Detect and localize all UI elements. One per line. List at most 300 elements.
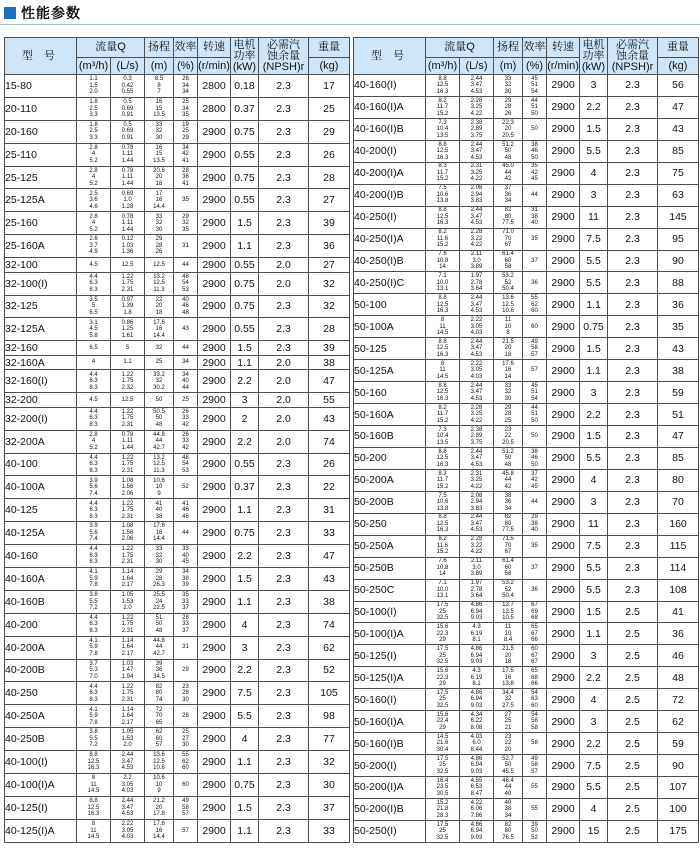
efficiency-cell: 38 46 50 — [523, 140, 547, 162]
efficiency-cell: 23 28 30 — [174, 682, 198, 705]
table-row — [5, 545, 350, 568]
model-cell: 40-200B — [5, 659, 77, 682]
table-row — [354, 184, 699, 206]
efficiency-cell: 26 33 42 — [174, 407, 198, 430]
model-cell: 40-200A — [5, 636, 77, 659]
model-cell: 40-125(I)A — [5, 819, 77, 842]
motor-power-cell: 4 — [580, 162, 608, 184]
head-cell: 51 50 48 — [145, 613, 174, 636]
efficiency-cell: 44 — [174, 522, 198, 545]
weight-cell: 43 — [658, 118, 699, 140]
motor-power-cell: 1.5 — [580, 426, 608, 448]
head-cell: 17.5 16 13.8 — [494, 667, 523, 689]
npsh-cell: 2.3 — [608, 75, 658, 97]
header-speed: 转速 — [198, 38, 231, 58]
model-cell: 15-80 — [5, 75, 77, 98]
speed-cell: 2900 — [198, 613, 231, 636]
efficiency-cell: 33 40 45 — [174, 545, 198, 568]
weight-cell: 72 — [658, 689, 699, 711]
header-motor-power: 电机 功率 (kW) — [231, 38, 259, 75]
model-cell: 40-160A — [5, 567, 77, 590]
weight-cell: 70 — [658, 491, 699, 513]
speed-cell: 2900 — [198, 166, 231, 189]
table-row — [5, 430, 350, 453]
table-row — [354, 316, 699, 338]
motor-power-cell: 2.2 — [231, 370, 259, 393]
flow-m3h-cell: 17.5 25 32.5 — [426, 645, 460, 667]
speed-cell: 2900 — [198, 751, 231, 774]
motor-power-cell: 0.75 — [231, 272, 259, 295]
motor-power-cell: 1.5 — [580, 118, 608, 140]
motor-power-cell: 1.1 — [580, 294, 608, 316]
head-cell: 41 40 38 — [145, 499, 174, 522]
flow-ls-cell: 2.22 3.05 4.03 — [111, 819, 145, 842]
head-cell: 17.6 16 14 — [494, 360, 523, 382]
head-cell: 16 15 13.5 — [145, 143, 174, 166]
motor-power-cell: 0.55 — [231, 453, 259, 476]
speed-cell: 2900 — [198, 120, 231, 143]
table-row — [354, 96, 699, 118]
motor-power-cell: 3 — [580, 184, 608, 206]
npsh-cell: 2.3 — [608, 96, 658, 118]
npsh-cell: 2.3 — [608, 206, 658, 228]
efficiency-cell: 45 51 54 — [523, 382, 547, 404]
npsh-cell: 2.5 — [608, 733, 658, 755]
model-cell: 40-200(I)B — [354, 184, 426, 206]
head-cell: 53.2 52 50.4 — [494, 579, 523, 601]
table-row — [5, 819, 350, 842]
table-row — [5, 659, 350, 682]
flow-m3h-cell: 15.6 22.4 29 — [426, 711, 460, 733]
motor-power-cell: 3 — [580, 75, 608, 97]
model-cell: 50-160B — [354, 426, 426, 448]
header-efficiency-unit: (%) — [523, 58, 547, 75]
weight-cell: 43 — [309, 407, 350, 430]
model-cell: 40-100 — [5, 453, 77, 476]
efficiency-cell: 34 40 44 — [174, 370, 198, 393]
efficiency-cell: 34 38 39 — [174, 567, 198, 590]
motor-power-cell: 7.5 — [231, 682, 259, 705]
flow-ls-cell: 2.44 3.47 4.53 — [111, 796, 145, 819]
model-cell: 50-125(I)A — [354, 667, 426, 689]
head-cell: 17 16 14.4 — [145, 189, 174, 212]
flow-ls-cell: 2.28 3.25 4.22 — [460, 404, 494, 426]
weight-cell: 75 — [658, 162, 699, 184]
motor-power-cell: 4 — [580, 469, 608, 491]
motor-power-cell: 1.5 — [580, 338, 608, 360]
head-cell: 62 60 57 — [145, 728, 174, 751]
motor-power-cell: 5.5 — [580, 140, 608, 162]
flow-ls-cell: 1.97 2.78 3.64 — [460, 272, 494, 294]
motor-power-cell: 4 — [580, 689, 608, 711]
efficiency-cell: 44 — [174, 258, 198, 273]
efficiency-cell: 50 — [523, 426, 547, 448]
head-cell: 38 36 34 — [494, 491, 523, 513]
npsh-cell: 2.3 — [259, 590, 309, 613]
motor-power-cell: 2.2 — [580, 667, 608, 689]
head-cell: 27 25 21 — [494, 711, 523, 733]
flow-ls-cell: 0.12 1.03 1.36 — [111, 235, 145, 258]
npsh-cell: 2.3 — [608, 491, 658, 513]
efficiency-cell: 41 46 46 — [174, 499, 198, 522]
weight-cell: 90 — [658, 250, 699, 272]
model-cell: 40-200(I)A — [354, 162, 426, 184]
flow-ls-cell: 0.69 1.0 1.28 — [111, 189, 145, 212]
flow-ls-cell: 12.5 — [111, 258, 145, 273]
flow-ls-cell: 2.44 3.47 4.53 — [460, 447, 494, 469]
model-cell: 32-200 — [5, 393, 77, 408]
model-cell: 40-200 — [5, 613, 77, 636]
table-row — [5, 567, 350, 590]
table-row — [5, 590, 350, 613]
head-cell: 25 — [145, 355, 174, 370]
head-cell: 23 22 20.5 — [494, 426, 523, 448]
flow-m3h-cell: 8.8 12.5 16.3 — [426, 140, 460, 162]
efficiency-cell: 57 — [523, 360, 547, 382]
motor-power-cell: 5.5 — [231, 705, 259, 728]
motor-power-cell: 5.5 — [580, 557, 608, 579]
model-cell: 50-100(I)A — [354, 623, 426, 645]
motor-power-cell: 2.2 — [580, 96, 608, 118]
speed-cell: 2900 — [547, 162, 580, 184]
motor-power-cell: 5.5 — [580, 447, 608, 469]
table-row — [354, 667, 699, 689]
model-cell: 50-200(I)A — [354, 777, 426, 799]
flow-m3h-cell: 3.9 5.6 7.4 — [77, 522, 111, 545]
model-cell: 50-200(I)B — [354, 798, 426, 820]
table-row — [354, 447, 699, 469]
header-flow-unit-m3h: (m³/h) — [426, 58, 460, 75]
speed-cell: 2900 — [547, 316, 580, 338]
motor-power-cell: 7.5 — [580, 228, 608, 250]
speed-cell: 2900 — [198, 318, 231, 341]
speed-cell: 2900 — [198, 774, 231, 797]
efficiency-cell: 58 — [523, 733, 547, 755]
speed-cell: 2900 — [198, 272, 231, 295]
header-flow: 流量Q — [77, 38, 145, 58]
efficiency-cell: 49 58 57 — [523, 755, 547, 777]
npsh-cell: 2.3 — [259, 705, 309, 728]
header-npsh: 必需汽 蚀余量 (NPSH)r — [259, 38, 309, 75]
head-cell: 21.2 20 17.8 — [145, 796, 174, 819]
npsh-cell: 2.3 — [259, 143, 309, 166]
head-cell: 17.6 16 14.4 — [145, 522, 174, 545]
motor-power-cell: 0.55 — [231, 143, 259, 166]
flow-m3h-cell: 7.5 10.6 13.8 — [426, 491, 460, 513]
flow-ls-cell: 1.03 1.47 1.94 — [111, 659, 145, 682]
head-cell: 40 38 34 — [494, 798, 523, 820]
table-row — [354, 404, 699, 426]
speed-cell: 2900 — [198, 430, 231, 453]
flow-m3h-cell: 7.5 10.6 13.8 — [426, 184, 460, 206]
speed-cell: 2900 — [547, 228, 580, 250]
efficiency-cell: 40 46 48 — [174, 295, 198, 318]
table-row — [5, 97, 350, 120]
table-row — [5, 453, 350, 476]
motor-power-cell: 5.5 — [580, 250, 608, 272]
weight-cell: 28 — [309, 318, 350, 341]
table-row — [5, 166, 350, 189]
motor-power-cell: 1.1 — [231, 235, 259, 258]
table-row — [354, 338, 699, 360]
table-row — [354, 777, 699, 799]
flow-m3h-cell: 8.3 11.7 15.2 — [426, 469, 460, 491]
efficiency-cell: 25 27 30 — [174, 728, 198, 751]
head-cell: 11 10 8 — [494, 316, 523, 338]
model-cell: 50-125(I) — [354, 645, 426, 667]
flow-m3h-cell: 8 11 14.5 — [77, 774, 111, 797]
table-row — [354, 360, 699, 382]
weight-cell: 95 — [658, 228, 699, 250]
efficiency-cell: 31 — [174, 636, 198, 659]
npsh-cell: 2.5 — [608, 645, 658, 667]
table-row — [5, 522, 350, 545]
flow-m3h-cell: 4.4 6.3 8.3 — [77, 453, 111, 476]
motor-power-cell: 0.75 — [231, 522, 259, 545]
efficiency-cell: 60 — [523, 316, 547, 338]
flow-m3h-cell: 8.8 12.5 16.3 — [426, 294, 460, 316]
head-cell: 13.2 12.5 11.3 — [145, 453, 174, 476]
flow-ls-cell: 1.22 1.75 2.31 — [111, 682, 145, 705]
efficiency-cell: 49 58 57 — [523, 338, 547, 360]
flow-ls-cell: 4.86 6.94 9.03 — [460, 601, 494, 623]
model-cell: 40-250 — [5, 682, 77, 705]
efficiency-cell: 39 50 52 — [523, 820, 547, 842]
weight-cell: 22 — [309, 476, 350, 499]
flow-m3h-cell: 7.1 10.0 13.1 — [426, 272, 460, 294]
weight-cell: 43 — [658, 338, 699, 360]
npsh-cell: 2.0 — [259, 370, 309, 393]
efficiency-cell: 55 — [523, 798, 547, 820]
npsh-cell: 2.3 — [608, 360, 658, 382]
table-row — [5, 318, 350, 341]
motor-power-cell: 0.75 — [231, 120, 259, 143]
efficiency-cell: 44 — [174, 341, 198, 356]
table-row — [354, 491, 699, 513]
flow-m3h-cell: 3.8 5.5 7.2 — [77, 590, 111, 613]
efficiency-cell: 19 25 29 — [174, 120, 198, 143]
motor-power-cell: 3 — [580, 382, 608, 404]
header-row — [5, 38, 350, 58]
npsh-cell: 2.0 — [259, 355, 309, 370]
weight-cell: 62 — [309, 636, 350, 659]
performance-table-left-panel — [4, 37, 349, 843]
weight-cell: 37 — [309, 796, 350, 819]
head-cell: 13.6 12.5 10.6 — [494, 294, 523, 316]
head-cell: 45.8 44 42 — [494, 469, 523, 491]
motor-power-cell: 3 — [231, 393, 259, 408]
table-row — [354, 798, 699, 820]
npsh-cell: 2.3 — [259, 75, 309, 98]
head-cell: 11 10 8.4 — [494, 623, 523, 645]
speed-cell: 2900 — [198, 819, 231, 842]
model-cell: 50-200(I) — [354, 755, 426, 777]
efficiency-cell: 34 42 41 — [174, 143, 198, 166]
header-flow-unit-m3h: (m³/h) — [77, 58, 111, 75]
table-row — [5, 499, 350, 522]
model-cell: 40-200(I) — [354, 140, 426, 162]
flow-m3h-cell: 2.8 4 5.2 — [77, 166, 111, 189]
table-row — [354, 294, 699, 316]
speed-cell: 2900 — [547, 777, 580, 799]
flow-ls-cell: 2.28 3.25 4.22 — [460, 96, 494, 118]
model-cell: 40-250(I)A — [354, 228, 426, 250]
npsh-cell: 2.3 — [608, 184, 658, 206]
speed-cell: 2900 — [547, 579, 580, 601]
header-efficiency: 效率 — [174, 38, 198, 58]
table-row — [5, 407, 350, 430]
weight-cell: 39 — [309, 341, 350, 356]
table-row — [5, 476, 350, 499]
weight-cell: 114 — [658, 557, 699, 579]
motor-power-cell: 2.2 — [580, 733, 608, 755]
flow-m3h-cell: 15.2 21.8 28.3 — [426, 798, 460, 820]
npsh-cell: 2.3 — [259, 819, 309, 842]
model-cell: 40-250(I)B — [354, 250, 426, 272]
flow-ls-cell: 2.22 3.05 4.03 — [460, 316, 494, 338]
model-cell: 50-125A — [354, 360, 426, 382]
flow-m3h-cell: 8.2 11.6 15.2 — [426, 535, 460, 557]
motor-power-cell: 2.2 — [580, 404, 608, 426]
motor-power-cell: 0.75 — [231, 774, 259, 797]
weight-cell: 38 — [309, 355, 350, 370]
model-cell: 50-250A — [354, 535, 426, 557]
efficiency-cell: 37 — [523, 557, 547, 579]
flow-ls-cell: 1.05 1.53 2.0 — [111, 590, 145, 613]
weight-cell: 59 — [658, 382, 699, 404]
motor-power-cell: 2.2 — [231, 545, 259, 568]
flow-m3h-cell: 17.5 25 32.5 — [426, 820, 460, 842]
flow-m3h-cell: 17.5 25 32.5 — [426, 755, 460, 777]
table-row — [354, 535, 699, 557]
npsh-cell: 2.5 — [608, 689, 658, 711]
efficiency-cell: 54 63 60 — [523, 689, 547, 711]
table-row — [354, 755, 699, 777]
weight-cell: 115 — [658, 535, 699, 557]
efficiency-cell: 29 — [174, 659, 198, 682]
table-row — [5, 143, 350, 166]
weight-cell: 145 — [658, 206, 699, 228]
speed-cell: 2900 — [198, 705, 231, 728]
section-header — [4, 3, 81, 23]
head-cell: 39 36 34.5 — [145, 659, 174, 682]
weight-cell: 160 — [658, 513, 699, 535]
motor-power-cell: 1.1 — [231, 499, 259, 522]
npsh-cell: 2.0 — [259, 407, 309, 430]
flow-ls-cell: 2.44 3.47 4.53 — [460, 140, 494, 162]
flow-ls-cell: 1.14 1.64 2.17 — [111, 567, 145, 590]
table-row — [5, 212, 350, 235]
head-cell: 29 28 26 — [494, 96, 523, 118]
table-row — [5, 120, 350, 143]
efficiency-cell: 37 — [523, 250, 547, 272]
header-speed: 转速 — [547, 38, 580, 58]
weight-cell: 36 — [658, 623, 699, 645]
weight-cell: 47 — [309, 545, 350, 568]
table-row — [354, 75, 699, 97]
npsh-cell: 2.3 — [259, 212, 309, 235]
table-row — [354, 206, 699, 228]
model-cell: 50-250B — [354, 557, 426, 579]
weight-cell: 36 — [658, 294, 699, 316]
flow-ls-cell: 2.08 2.94 3.83 — [460, 184, 494, 206]
weight-cell: 28 — [309, 166, 350, 189]
motor-power-cell: 3 — [580, 491, 608, 513]
flow-ls-cell: 2.44 3.47 4.53 — [460, 294, 494, 316]
head-cell: 34.4 32 27.5 — [494, 689, 523, 711]
flow-ls-cell: 4.86 6.94 9.03 — [460, 645, 494, 667]
speed-cell: 2900 — [198, 355, 231, 370]
motor-power-cell: 1.1 — [231, 819, 259, 842]
speed-cell: 2900 — [547, 338, 580, 360]
flow-m3h-cell: 4.5 — [77, 393, 111, 408]
efficiency-cell: 38 46 50 — [523, 447, 547, 469]
efficiency-cell: 44 — [523, 184, 547, 206]
flow-m3h-cell: 1.8 2.5 3.3 — [77, 120, 111, 143]
header-weight: 重量 — [658, 38, 699, 58]
table-row — [354, 426, 699, 448]
flow-m3h-cell: 8 11 14.5 — [77, 819, 111, 842]
speed-cell: 2900 — [198, 143, 231, 166]
model-cell: 40-250A — [5, 705, 77, 728]
table-row — [354, 382, 699, 404]
head-cell: 8.5 8 7 — [145, 75, 174, 98]
head-cell: 33.2 32 30.2 — [145, 370, 174, 393]
efficiency-cell: 31 38 40 — [523, 206, 547, 228]
flow-m3h-cell: 4 — [77, 355, 111, 370]
weight-cell: 74 — [309, 430, 350, 453]
efficiency-cell: 44 51 50 — [523, 96, 547, 118]
flow-ls-cell: 4.86 6.94 9.03 — [460, 820, 494, 842]
flow-m3h-cell: 4.1 5.9 7.8 — [77, 636, 111, 659]
table-row — [354, 162, 699, 184]
weight-cell: 85 — [658, 140, 699, 162]
head-cell: 53.2 52 50.4 — [494, 272, 523, 294]
header-weight-unit: (kg) — [658, 58, 699, 75]
motor-power-cell: 3 — [580, 645, 608, 667]
header-efficiency-unit: (%) — [174, 58, 198, 75]
motor-power-cell: 1.5 — [231, 341, 259, 356]
flow-ls-cell: 2.31 3.25 4.22 — [460, 469, 494, 491]
npsh-cell: 2.3 — [608, 426, 658, 448]
header-speed-unit: (r/min) — [547, 58, 580, 75]
head-cell: 13.6 12.5 10.6 — [145, 751, 174, 774]
weight-cell: 33 — [309, 819, 350, 842]
npsh-cell: 2.3 — [259, 613, 309, 636]
model-cell: 50-160 — [354, 382, 426, 404]
npsh-cell: 2.3 — [259, 341, 309, 356]
flow-m3h-cell: 4.1 5.9 7.8 — [77, 567, 111, 590]
speed-cell: 2900 — [547, 360, 580, 382]
weight-cell: 56 — [658, 75, 699, 97]
table-row — [354, 689, 699, 711]
speed-cell: 2900 — [547, 404, 580, 426]
flow-m3h-cell: 7.3 10.4 13.5 — [426, 118, 460, 140]
flow-m3h-cell: 14.5 21.6 30.4 — [426, 733, 460, 755]
flow-ls-cell: 0.78 1.11 1.44 — [111, 143, 145, 166]
npsh-cell: 2.3 — [259, 796, 309, 819]
efficiency-cell: 25 — [174, 393, 198, 408]
weight-cell: 63 — [658, 184, 699, 206]
efficiency-cell: 26 33 42 — [174, 430, 198, 453]
table-row — [354, 645, 699, 667]
flow-m3h-cell: 8.2 11.6 15.2 — [426, 228, 460, 250]
table-row — [354, 513, 699, 535]
npsh-cell: 2.3 — [259, 476, 309, 499]
table-row — [5, 189, 350, 212]
flow-ls-cell: 4.86 6.94 9.03 — [460, 755, 494, 777]
head-cell: 29 28 26 — [145, 235, 174, 258]
